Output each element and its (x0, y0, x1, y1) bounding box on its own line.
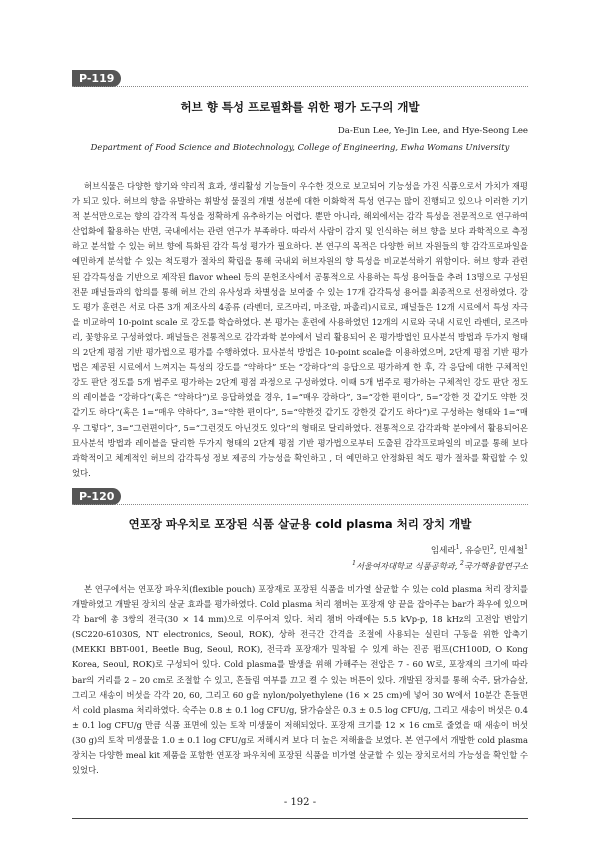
affiliation: Department of Food Science and Biotechnology, College of Engineering, Ewha Womans University (90, 142, 510, 152)
page-number: - 192 - (283, 797, 317, 808)
affiliation-mark: 2 (460, 560, 464, 568)
section-divider (72, 86, 528, 87)
abstract-number-badge: P-120 (72, 488, 121, 505)
abstract-number-badge: P-119 (72, 70, 121, 87)
author-name: 유승민 (465, 546, 490, 556)
affiliation-text: 국가핵융합연구소 (463, 561, 528, 571)
author-list: 임세라$^1$, 유승민$^2$, 민세철$^1$ (430, 544, 528, 556)
abstract-title: 허브 향 특성 프로필화를 위한 평가 도구의 개발 (180, 100, 420, 114)
author-name: 민세철 (499, 546, 525, 556)
abstract-body (72, 179, 528, 481)
footer-rule (72, 818, 528, 819)
section-divider (72, 504, 528, 505)
abstract-paragraph: 본 연구에서는 연포장 파우치(flexible pouch) 포장재로 포장된 식품을 비가열 살균할 수 있는 cold plasma 처리 장치를 개발하였고 개발된 장치의 살균 효과를 평가하였다. Cold plasma 처리 챔버는 포장재 양 끝을 잡아주는 bar가 좌우에 있으며 각 bar에 총 3쌍의 전극(30 × 14 mm)으로 이루어져 있다. 처리 챔버 아래에는 5.5 kVp-p, 18 kHz의 고전압 변압기(SC220-61030S, NT electronics, Seoul, ROK), 상하 전극간 간격을 조절에 사용되는 실린더 구동을 위한 압축기(MEKKI BBT-001, Beetle Bug, Seoul, ROK), 전극과 포장재가 밀착될 수 있게 하는 진공 펌프(CH100D, O Kong Korea, Seoul, ROK)로 구성되어 있다. Cold plasma를 발생을 위해 가해주는 전압은 7 - 60 W로, 포장재의 크기에 따라 bar의 거리를 2 – 20 cm로 조절할 수 있고, 흔들림 여부를 끄고 켤 수 있는 버튼이 있다. 개발된 장치를 통해 숙주, 닭가슴살, 그리고 새송이 버섯을 각각 20, 60, 그리고 60 g을 nylon/polyethylene (16 × 25 cm)에 넣어 30 W에서 10분간 흔들면서 cold plasma 처리하였다. 숙주는 0.8 ± 0.1 log CFU/g, 닭가슴살은 0.3 ± 0.5 log CFU/g, 그리고 새송이 버섯은 0.4 ± 0.1 log CFU/g 만큼 식품 표면에 있는 토착 미생물이 저해되었다. 포장재 크기를 12 × 16 cm로 줄였을 때 새송이 버섯(30 g)의 토착 미생물을 1.0 ± 0.1 log CFU/g로 저해시켜 보다 더 높은 저해율을 보였다. 본 연구에서 개발한 cold plasma 장치는 다양한 meal kit 제품을 포함한 연포장 파우치에 포장된 식품을 비가열 살균할 수 있는 장치로서의 가능성을 확인할 수 있었다. (72, 584, 528, 776)
author-name: 임세라 (430, 546, 456, 556)
affiliation-mark: 1 (352, 560, 356, 568)
affiliation-text: 서울여자대학교 식품공학과 (355, 561, 455, 571)
author-affiliation-mark: 2 (489, 544, 494, 552)
author-list: Da-Eun Lee, Ye-Jin Lee, and Hye-Seong Lee (337, 126, 528, 136)
abstract-body (72, 582, 528, 778)
author-affiliation-mark: 1 (524, 544, 528, 552)
affiliation: $^1$서울여자대학교 식품공학과, $^2$국가핵융합연구소 (352, 560, 528, 571)
abstract-title: 연포장 파우치로 포장된 식품 살균용 cold plasma 처리 장치 개발 (128, 517, 472, 531)
author-affiliation-mark: 1 (455, 544, 460, 552)
abstract-paragraph: 허브식물은 다양한 향기와 약리적 효과, 생리활성 기능들이 우수한 것으로 보고되어 기능성을 가진 식품으로서 가치가 재평가 되고 있다. 허브의 향을 유발하는 휘발성 물질의 개별 성분에 대한 이화학적 특성 연구는 많이 진행되고 있으나 이러한 기기적 분석만으로는 향의 감각적 특성을 정확하게 유추하기는 어렵다. 뿐만 아니라, 해외에서는 감각 특성을 전문적으로 연구하여 산업화에 활용하는 반면, 국내에서는 관련 연구가 부족하다. 따라서 사람이 감지 및 인식하는 허브 향을 보다 과학적으로 측정하고 분석할 수 있는 허브 향에 특화된 감각 특성 평가가 필요하다. 본 연구의 목적은 다양한 허브 자원들의 향 감각프로파일을 예민하게 분석할 수 있는 척도평가 절차의 확립을 통해 국내외 허브자원의 향 특성을 비교분석하기 위함이다. 허브 향과 관련된 감각특성을 기반으로 제작된 flavor wheel 등의 문헌조사에서 공통적으로 사용하는 특성 용어들을 추려 13명으로 구성된 전문 패널들과의 합의를 통해 허브 간의 유사성과 차별성을 보여줄 수 있는 17개 감각특성 용어를 최종적으로 선정하였다. 강도 평가 훈련은 서로 다른 3개 제조사의 4종류 (라벤더, 로즈마리, 마조람, 파촐리)시료로, 패널들은 12개 시료에서 특성 자극을 비교하여 10-point scale 로 강도를 학습하였다. 본 평가는 훈련에 사용하였던 12개의 시료와 국내 시료인 라벤더, 로즈마리, 꽃향유로 구성하였다. 패널들은 전통적으로 감각과학 분야에서 널리 활용되어 온 평가방법인 묘사분석 방법과 두가지 형태의 2단계 평점 기반 평가법으로 평가를 수행하였다. 묘사분석 방법은 10-point scale을 이용하였으며, 2단계 평점 기반 평가법은 제공된 시료에서 느껴지는 특성의 강도를 “약하다” 또는 “강하다”의 응답으로 평가하게 한 후, 각 응답에 대한 구체적인 강도 판단 정도를 5개 범주로 평가하는 2단계 평점 과정으로 구성하였다. 이때 5개 범주로 평가하는 구체적인 강도 판단 정도의 레이블을 “강하다”(혹은 “약하다”)로 응답하였을 경우, 1=“매우 강하다”, 3=“강한 편이다”, 5=“강한 것 같기도 약한 것 같기도 하다”(혹은 1=“매우 약하다”, 3=“약한 편이다”, 5=“약한것 같기도 강한것 같기도 하다”)로 구성하는 형태와 1=“매우 그렇다”, 3=“그런편이다”, 5=“그런것도 아닌것도 있다”의 형태로 달리하였다. 전통적으로 감각과학 분야에서 활용되어온 묘사분석 방법과 레이블을 달리한 두가지 형태의 2단계 평점 기반 평가법으로부터 도출된 감각프로파일의 비교를 통해 보다 과학적이고 체계적인 허브의 감각특성 정보 제공의 가능성을 확인하고 , 더 예민하고 안정화된 척도 평가 절차를 확립할 수 있었다. (72, 181, 528, 478)
